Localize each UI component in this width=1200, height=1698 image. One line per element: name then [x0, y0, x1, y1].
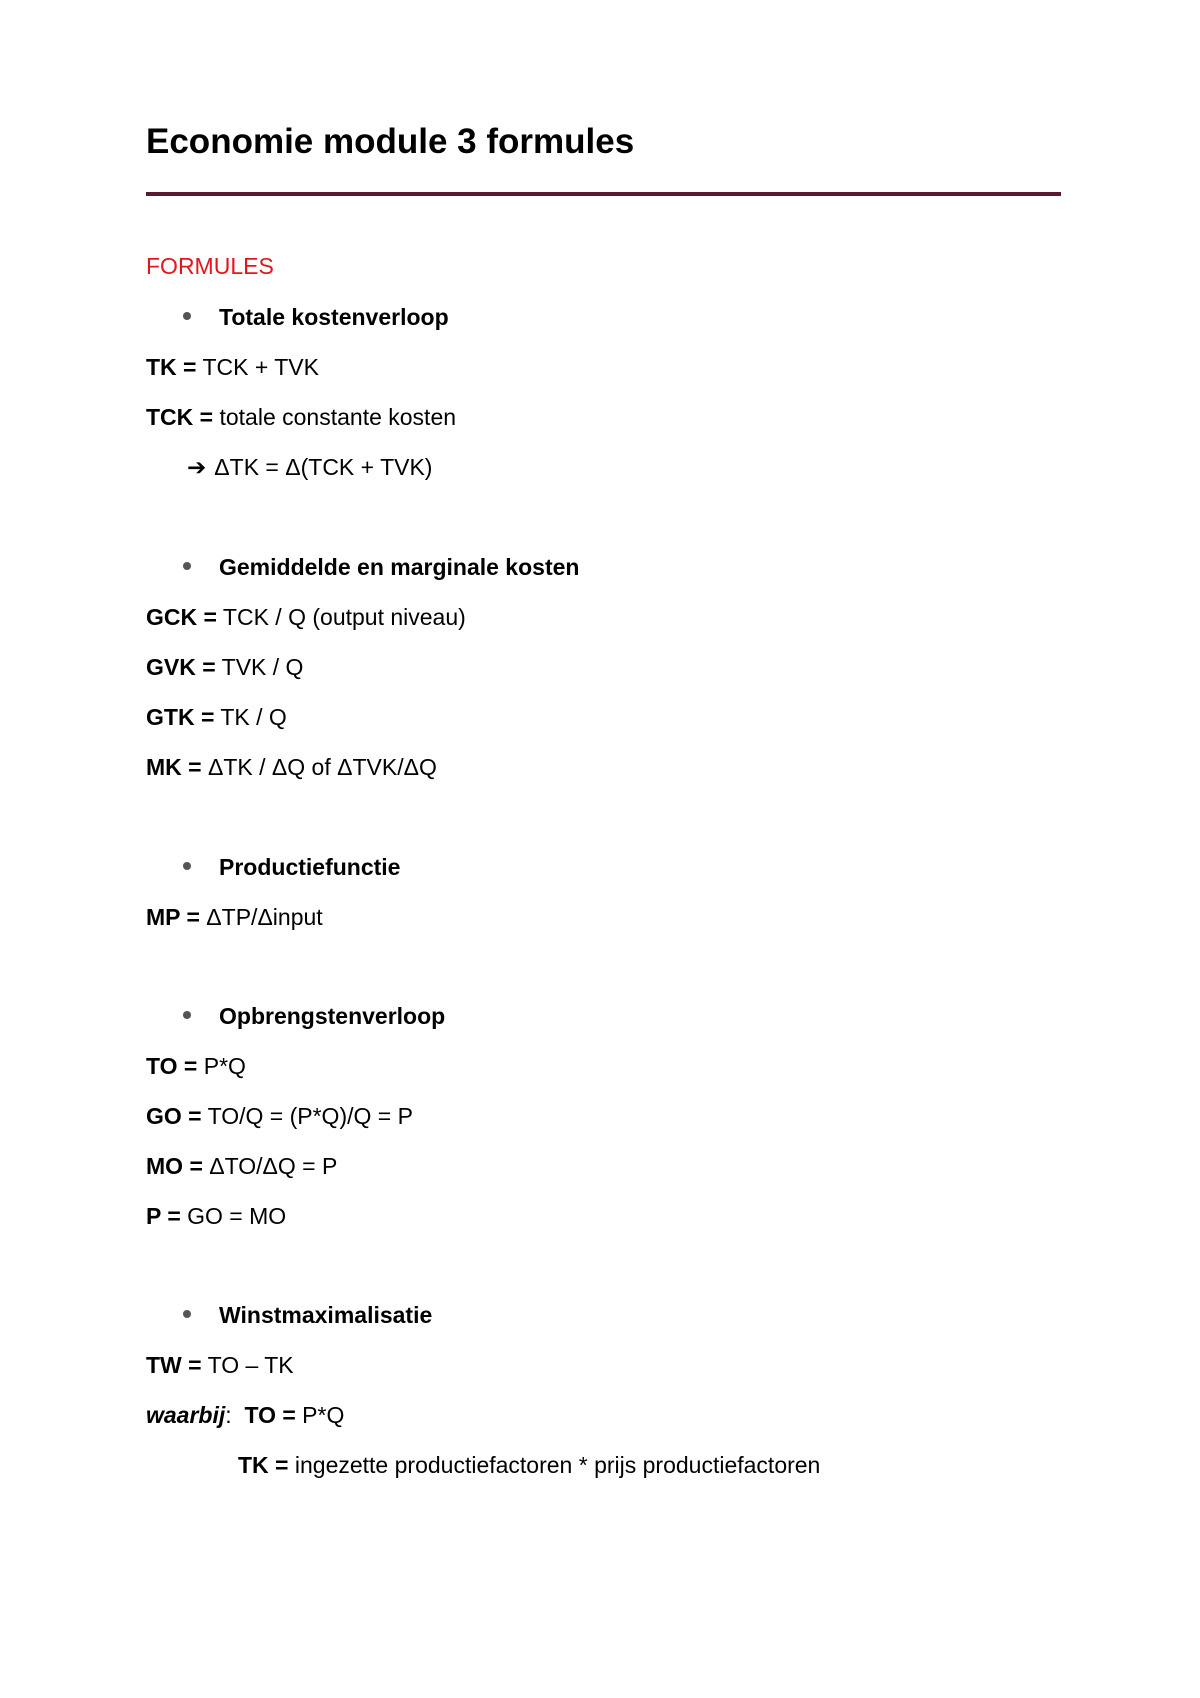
formula-text: TVK / Q [215, 654, 304, 680]
formula-line [146, 1350, 294, 1380]
waarbij-line [146, 1400, 344, 1430]
formula-label: GVK = [146, 654, 216, 680]
formula-text: ΔTP/Δinput [199, 904, 323, 930]
formula-label: TK = [146, 354, 197, 380]
formula-line [146, 1201, 286, 1231]
formula-text: TCK + TVK [196, 354, 319, 380]
formula-line [146, 1051, 246, 1081]
formula-line [146, 1101, 413, 1131]
group-heading: Gemiddelde en marginale kosten [219, 554, 580, 580]
formula-label: MO = [146, 1153, 203, 1179]
formula-label: TW = [146, 1352, 202, 1378]
formula-text: TCK / Q (output niveau) [216, 604, 466, 630]
formula-text: ΔTK = Δ(TCK + TVK) [214, 454, 433, 480]
formula-label: TCK = [146, 404, 214, 430]
page-title: Economie module 3 formules [146, 122, 635, 161]
group-heading: Winstmaximalisatie [219, 1302, 433, 1328]
formula-text: TO – TK [201, 1352, 294, 1378]
formula-text: ΔTK / ΔQ of ΔTVK/ΔQ [201, 754, 437, 780]
group-heading: Totale kostenverloop [219, 304, 449, 330]
formula-label: TK = [238, 1452, 289, 1478]
group-heading: Opbrengstenverloop [219, 1003, 446, 1029]
formula-label: GCK = [146, 604, 217, 630]
formula-text: P*Q [197, 1053, 246, 1079]
formula-text: totale constante kosten [213, 404, 457, 430]
formula-label: TO = [244, 1402, 296, 1428]
formula-label: TO = [146, 1053, 198, 1079]
section-label: FORMULES [146, 253, 274, 279]
waarbij-label: waarbij [146, 1402, 226, 1428]
formula-line [146, 652, 303, 682]
formula-text: ingezette productiefactoren * prijs productiefactoren [288, 1452, 821, 1478]
arrow-right-icon: ➔ [187, 454, 207, 480]
formula-line [146, 402, 456, 432]
formula-label: MP = [146, 904, 200, 930]
formula-line [146, 352, 319, 382]
formula-text: P*Q [295, 1402, 345, 1428]
bullet-icon [183, 312, 191, 320]
waarbij-colon: : [225, 1402, 245, 1428]
formula-line [146, 752, 437, 782]
formula-line [146, 902, 323, 932]
title-divider [146, 192, 1061, 196]
formula-label: MK = [146, 754, 202, 780]
group-heading: Productiefunctie [219, 854, 401, 880]
bullet-icon [183, 862, 191, 870]
formula-label: P = [146, 1203, 181, 1229]
formula-text: ΔTO/ΔQ = P [202, 1153, 338, 1179]
arrow-formula-line [187, 452, 432, 482]
formula-line-indented [238, 1450, 820, 1480]
formula-label: GO = [146, 1103, 202, 1129]
formula-text: TK / Q [214, 704, 287, 730]
bullet-icon [183, 1011, 191, 1019]
formula-text: TO/Q = (P*Q)/Q = P [201, 1103, 413, 1129]
bullet-icon [183, 562, 191, 570]
formula-text: GO = MO [180, 1203, 287, 1229]
formula-line [146, 602, 466, 632]
formula-line [146, 1151, 337, 1181]
formula-label: GTK = [146, 704, 215, 730]
bullet-icon [183, 1310, 191, 1318]
formula-line [146, 702, 287, 732]
